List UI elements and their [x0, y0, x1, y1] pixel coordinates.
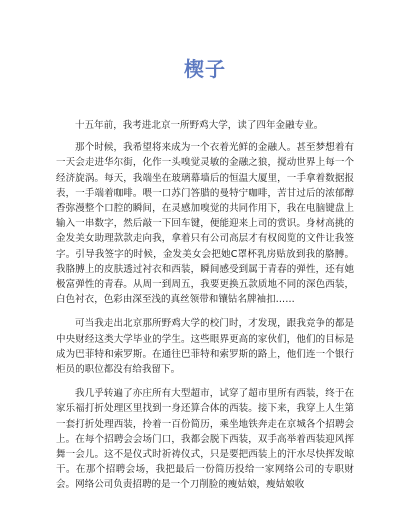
paragraph-3: 可当我走出北京那所野鸡大学的校门时，才发现，跟我竞争的都是中央财经这类大学毕业的学生。这些眼界更高的家伙们，他们的目标是成为巴菲特和索罗斯。在通往巴菲特和索罗斯的路上，他们连一个银行柜员的职位都没有给我留下。 [56, 318, 354, 376]
paragraph-4: 我几乎转遍了亦庄所有大型超市，试穿了超市里所有西装，终于在家乐福打折处理区里找到一身还算合体的西装。接下来，我穿上人生第一套打折处理西装，拎着一百份简历，乘坐地铁奔走在京城各个招聘会上。在每个招聘会会场门口，我都会脱下西装，双手高举着西装迎风挥舞一会儿。这不是仪式时祈祷仪式，只是要把西装上的汗水尽快挥发晾干。在那个招聘会场，我把最后一份简历投给一家网络公司的专职财会。网络公司负责招聘的是一个刀削脸的瘦姑娘，瘦姑娘收 [56, 388, 354, 491]
chapter-title: 楔子 [184, 57, 226, 81]
paragraph-1: 十五年前，我考进北京一所野鸡大学，读了四年金融专业。 [75, 120, 324, 131]
paragraph-2: 那个时候，我希望将来成为一个衣着光鲜的金融人。甚至梦想着有一天会走进华尔街，化作一头嗅觉灵敏的金融之狼，搅动世界上每一个经济旋涡。每天，我端坐在玻璃幕墙后的恒温大厦里，一手拿着数据报表，一手端着咖啡。喂一口苏门答腊的曼特宁咖啡，苦甘过后的浓郁醇香弥漫整个口腔的瞬间，在灵感加嗅觉的共同作用下，我在电脑键盘上输入一串数字，然后敲一下回车键，便能迎来上司的赏识。身材高挑的金发美女助理款款走向我，拿着只有公司高层才有权阅览的文件让我签字。引导我签字的时候，金发美女会把她C罩杯乳房贴放到我的胳膊。我胳膊上的皮肤透过衬衣和西装，瞬间感受到属于青春的弹性，还有她极富弹性的青春。从周一到周五，我要更换五款质地不同的深色西装，白色衬衣，色彩由深至浅的真丝领带和镶钻名牌袖扣…… [56, 142, 354, 306]
chapter-body [56, 118, 354, 502]
